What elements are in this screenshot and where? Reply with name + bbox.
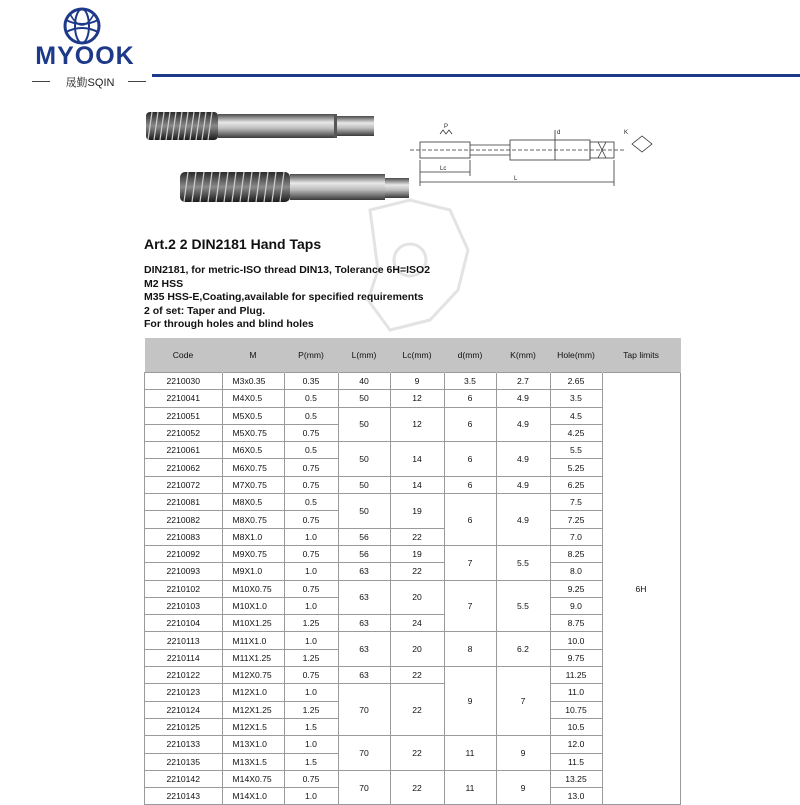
table-cell-m: M12X1.0 xyxy=(222,684,284,701)
table-cell-p: 0.35 xyxy=(284,373,338,390)
table-cell-lc: 20 xyxy=(390,632,444,667)
table-cell-hole: 8.75 xyxy=(550,615,602,632)
table-cell-p: 0.75 xyxy=(284,545,338,562)
description-line: 2 of set: Taper and Plug. xyxy=(144,304,266,317)
table-cell-lc: 22 xyxy=(390,667,444,684)
table-cell-p: 0.75 xyxy=(284,770,338,787)
table-cell-d: 8 xyxy=(444,632,496,667)
table-cell-hole: 10.5 xyxy=(550,718,602,735)
table-cell-p: 1.0 xyxy=(284,597,338,614)
table-cell-k: 4.9 xyxy=(496,476,550,493)
table-cell-k: 7 xyxy=(496,667,550,736)
table-cell-p: 1.0 xyxy=(284,684,338,701)
table-cell-p: 0.75 xyxy=(284,459,338,476)
column-header: d(mm) xyxy=(444,338,496,373)
column-header: Lc(mm) xyxy=(390,338,444,373)
drawing-label-d: d xyxy=(557,130,561,136)
table-cell-p: 0.75 xyxy=(284,424,338,441)
table-cell-code: 2210093 xyxy=(145,563,223,580)
table-cell-l: 56 xyxy=(338,545,390,562)
table-row xyxy=(145,632,681,649)
table-cell-lc: 9 xyxy=(390,373,444,390)
column-header: M xyxy=(222,338,284,373)
table-cell-m: M14X1.0 xyxy=(222,788,284,805)
table-cell-m: M8X1.0 xyxy=(222,528,284,545)
table-cell-lc: 20 xyxy=(390,580,444,615)
brand-sub-text: 晟勤SQIN xyxy=(65,77,115,89)
column-header: K(mm) xyxy=(496,338,550,373)
drawing-label-l: L xyxy=(514,176,518,182)
table-cell-hole: 8.25 xyxy=(550,545,602,562)
table-cell-m: M11X1.25 xyxy=(222,649,284,666)
table-row xyxy=(145,615,681,632)
table-cell-m: M9X0.75 xyxy=(222,545,284,562)
description-line: M2 HSS xyxy=(144,277,184,290)
table-cell-code: 2210082 xyxy=(145,511,223,528)
table-row xyxy=(145,684,681,701)
table-cell-p: 0.75 xyxy=(284,580,338,597)
table-cell-code: 2210135 xyxy=(145,753,223,770)
table-cell-l: 63 xyxy=(338,632,390,667)
table-row xyxy=(145,770,681,787)
table-cell-k: 5.5 xyxy=(496,545,550,580)
table-cell-lc: 22 xyxy=(390,563,444,580)
table-cell-d: 6 xyxy=(444,476,496,493)
table-cell-p: 1.0 xyxy=(284,632,338,649)
table-cell-m: M6X0.75 xyxy=(222,459,284,476)
column-header: L(mm) xyxy=(338,338,390,373)
table-cell-hole: 5.5 xyxy=(550,442,602,459)
table-cell-p: 0.75 xyxy=(284,511,338,528)
table-cell-lc: 19 xyxy=(390,494,444,529)
table-cell-d: 7 xyxy=(444,545,496,580)
table-row xyxy=(145,442,681,459)
table-cell-code: 2210113 xyxy=(145,632,223,649)
table-row xyxy=(145,373,681,390)
table-cell-lc: 22 xyxy=(390,528,444,545)
table-cell-code: 2210083 xyxy=(145,528,223,545)
table-cell-p: 1.25 xyxy=(284,615,338,632)
table-cell-l: 70 xyxy=(338,770,390,805)
table-cell-hole: 9.75 xyxy=(550,649,602,666)
table-cell-d: 6 xyxy=(444,494,496,546)
table-cell-l: 63 xyxy=(338,667,390,684)
table-cell-m: M3x0.35 xyxy=(222,373,284,390)
table-cell-m: M13X1.0 xyxy=(222,736,284,753)
table-cell-code: 2210124 xyxy=(145,701,223,718)
table-cell-hole: 7.0 xyxy=(550,528,602,545)
table-cell-lc: 14 xyxy=(390,442,444,477)
description-line: DIN2181, for metric-ISO thread DIN13, Tolerance 6H=ISO2 xyxy=(144,264,431,276)
table-cell-k: 2.7 xyxy=(496,373,550,390)
table-cell-m: M5X0.75 xyxy=(222,424,284,441)
table-cell-m: M10X1.0 xyxy=(222,597,284,614)
table-cell-p: 1.0 xyxy=(284,736,338,753)
table-cell-p: 0.75 xyxy=(284,476,338,493)
table-body xyxy=(145,373,681,805)
table-cell-hole: 2.65 xyxy=(550,373,602,390)
table-cell-l: 70 xyxy=(338,684,390,736)
table-row xyxy=(145,494,681,511)
table-cell-l: 50 xyxy=(338,407,390,442)
table-cell-p: 0.5 xyxy=(284,442,338,459)
table-cell-hole: 4.25 xyxy=(550,424,602,441)
table-row xyxy=(145,390,681,407)
brand-subtitle xyxy=(30,74,130,88)
table-cell-m: M14X0.75 xyxy=(222,770,284,787)
table-cell-p: 0.5 xyxy=(284,390,338,407)
brand-name: MYOOK xyxy=(35,42,135,70)
table-row xyxy=(145,563,681,580)
table-cell-code: 2210092 xyxy=(145,545,223,562)
table-cell-d: 3.5 xyxy=(444,373,496,390)
table-cell-m: M5X0.5 xyxy=(222,407,284,424)
table-cell-k: 4.9 xyxy=(496,407,550,442)
table-cell-d: 6 xyxy=(444,442,496,477)
table-cell-p: 1.25 xyxy=(284,701,338,718)
header-rule xyxy=(152,74,800,77)
table-cell-m: M12X0.75 xyxy=(222,667,284,684)
table-cell-hole: 7.5 xyxy=(550,494,602,511)
table-cell-hole: 6.25 xyxy=(550,476,602,493)
table-cell-m: M8X0.5 xyxy=(222,494,284,511)
table-cell-hole: 13.25 xyxy=(550,770,602,787)
table-cell-hole: 11.5 xyxy=(550,753,602,770)
table-cell-code: 2210081 xyxy=(145,494,223,511)
table-cell-l: 50 xyxy=(338,494,390,529)
table-cell-hole: 11.25 xyxy=(550,667,602,684)
table-cell-code: 2210114 xyxy=(145,649,223,666)
table-cell-hole: 7.25 xyxy=(550,511,602,528)
table-cell-p: 0.5 xyxy=(284,407,338,424)
table-cell-code: 2210142 xyxy=(145,770,223,787)
table-cell-k: 4.9 xyxy=(496,442,550,477)
table-cell-p: 1.5 xyxy=(284,718,338,735)
table-cell-m: M8X0.75 xyxy=(222,511,284,528)
table-cell-d: 11 xyxy=(444,736,496,771)
globe-logo-icon xyxy=(60,6,104,46)
table-cell-m: M9X1.0 xyxy=(222,563,284,580)
table-cell-p: 0.5 xyxy=(284,494,338,511)
table-row xyxy=(145,476,681,493)
table-cell-code: 2210103 xyxy=(145,597,223,614)
table-cell-p: 1.0 xyxy=(284,528,338,545)
table-cell-l: 63 xyxy=(338,580,390,615)
table-cell-lc: 14 xyxy=(390,476,444,493)
table-cell-l: 63 xyxy=(338,615,390,632)
table-cell-m: M12X1.25 xyxy=(222,701,284,718)
table-cell-code: 2210062 xyxy=(145,459,223,476)
table-cell-l: 63 xyxy=(338,563,390,580)
table-cell-d: 9 xyxy=(444,667,496,736)
table-row xyxy=(145,580,681,597)
table-cell-d: 11 xyxy=(444,770,496,805)
table-cell-lc: 22 xyxy=(390,684,444,736)
description xyxy=(144,264,430,332)
table-cell-lc: 19 xyxy=(390,545,444,562)
table-cell-hole: 9.0 xyxy=(550,597,602,614)
table-cell-lc: 12 xyxy=(390,407,444,442)
table-cell-code: 2210104 xyxy=(145,615,223,632)
table-cell-tap: 6H xyxy=(602,373,680,805)
table-cell-m: M7X0.75 xyxy=(222,476,284,493)
table-cell-p: 1.25 xyxy=(284,649,338,666)
table-cell-l: 50 xyxy=(338,442,390,477)
column-header: Hole(mm) xyxy=(550,338,602,373)
table-cell-k: 4.9 xyxy=(496,390,550,407)
table-row xyxy=(145,545,681,562)
table-cell-code: 2210072 xyxy=(145,476,223,493)
table-cell-hole: 3.5 xyxy=(550,390,602,407)
table-cell-code: 2210030 xyxy=(145,373,223,390)
table-cell-k: 9 xyxy=(496,736,550,771)
table-cell-code: 2210125 xyxy=(145,718,223,735)
table-cell-d: 6 xyxy=(444,390,496,407)
table-cell-code: 2210133 xyxy=(145,736,223,753)
table-cell-hole: 10.0 xyxy=(550,632,602,649)
column-header: P(mm) xyxy=(284,338,338,373)
drawing-label-lc: Lc xyxy=(440,166,447,172)
table-cell-k: 6.2 xyxy=(496,632,550,667)
column-header: Tap limits xyxy=(602,338,680,373)
table-cell-d: 6 xyxy=(444,407,496,442)
table-row xyxy=(145,528,681,545)
table-cell-l: 56 xyxy=(338,528,390,545)
table-cell-p: 0.75 xyxy=(284,667,338,684)
table-cell-l: 50 xyxy=(338,390,390,407)
table-cell-m: M6X0.5 xyxy=(222,442,284,459)
table-cell-m: M11X1.0 xyxy=(222,632,284,649)
description-line: M35 HSS-E,Coating,available for specified requirements xyxy=(144,291,424,304)
table-cell-code: 2210051 xyxy=(145,407,223,424)
table-cell-hole: 11.0 xyxy=(550,684,602,701)
description-line: For through holes and blind holes xyxy=(144,318,314,331)
table-cell-m: M4X0.5 xyxy=(222,390,284,407)
table-cell-k: 9 xyxy=(496,770,550,805)
table-cell-hole: 5.25 xyxy=(550,459,602,476)
table-cell-l: 40 xyxy=(338,373,390,390)
table-cell-hole: 8.0 xyxy=(550,563,602,580)
table-cell-code: 2210041 xyxy=(145,390,223,407)
table-cell-code: 2210143 xyxy=(145,788,223,805)
drawing-label-p: P xyxy=(444,124,449,130)
table-cell-code: 2210061 xyxy=(145,442,223,459)
table-cell-hole: 9.25 xyxy=(550,580,602,597)
table-cell-p: 1.0 xyxy=(284,788,338,805)
table-cell-lc: 22 xyxy=(390,770,444,805)
table-cell-lc: 22 xyxy=(390,736,444,771)
brand-logo xyxy=(30,6,140,88)
spec-table xyxy=(144,338,681,805)
table-row xyxy=(145,736,681,753)
table-cell-k: 4.9 xyxy=(496,494,550,546)
technical-drawing xyxy=(410,120,670,200)
table-cell-hole: 4.5 xyxy=(550,407,602,424)
table-cell-code: 2210122 xyxy=(145,667,223,684)
table-cell-hole: 12.0 xyxy=(550,736,602,753)
table-cell-code: 2210102 xyxy=(145,580,223,597)
table-header-row xyxy=(145,338,681,373)
table-cell-lc: 12 xyxy=(390,390,444,407)
table-cell-m: M12X1.5 xyxy=(222,718,284,735)
table-cell-code: 2210052 xyxy=(145,424,223,441)
taper-tap-image xyxy=(146,112,374,140)
table-cell-code: 2210123 xyxy=(145,684,223,701)
table-row xyxy=(145,667,681,684)
table-cell-k: 5.5 xyxy=(496,580,550,632)
page-title: Art.2 2 DIN2181 Hand Taps xyxy=(144,236,322,252)
table-cell-m: M10X1.25 xyxy=(222,615,284,632)
table-cell-hole: 10.75 xyxy=(550,701,602,718)
table-cell-lc: 24 xyxy=(390,615,444,632)
table-cell-l: 70 xyxy=(338,736,390,771)
table-cell-p: 1.5 xyxy=(284,753,338,770)
table-row xyxy=(145,407,681,424)
table-cell-m: M13X1.5 xyxy=(222,753,284,770)
table-cell-p: 1.0 xyxy=(284,563,338,580)
table-cell-m: M10X0.75 xyxy=(222,580,284,597)
table-cell-hole: 13.0 xyxy=(550,788,602,805)
column-header: Code xyxy=(145,338,223,373)
table-cell-d: 7 xyxy=(444,580,496,632)
drawing-label-k: K xyxy=(624,130,629,136)
table-cell-l: 50 xyxy=(338,476,390,493)
